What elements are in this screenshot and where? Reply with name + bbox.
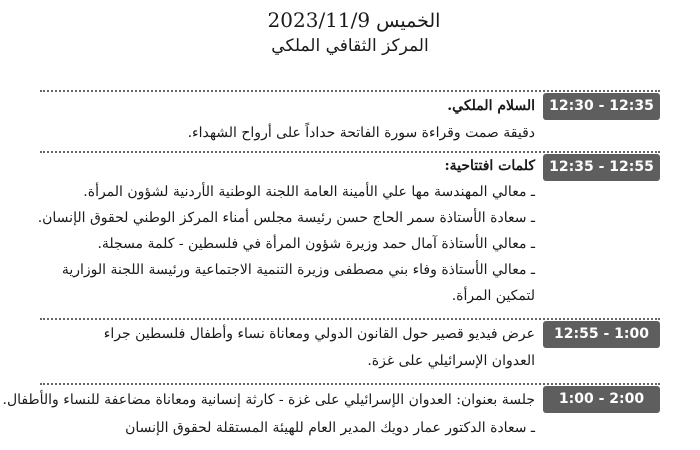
session-line: ـ سعادة الدكتور عمار دويك المدير العام للهيئة المستقلة لحقوق الإنسان <box>125 420 535 436</box>
section-divider <box>40 318 660 320</box>
session-line: العدوان الإسرائيلي على غزة. <box>367 353 535 369</box>
session-line: كلمات افتتاحية: <box>444 158 535 174</box>
event-date <box>0 8 700 32</box>
session-time-badge: 1:00 - 2:00 <box>543 386 660 413</box>
session-line: عرض فيديو قصير حول القانون الدولي ومعاناة نساء وأطفال فلسطين جراء <box>103 326 535 342</box>
section-divider <box>40 383 660 385</box>
session-line: جلسة بعنوان: العدوان الإسرائيلي على غزة - كارثة إنسانية ومعاناة مضاعفة للنساء والأطفال. <box>2 392 535 408</box>
session-line: ـ معالي الأستاذة آمال حمد وزيرة شؤون المرأة في فلسطين - كلمة مسجلة. <box>97 236 535 252</box>
session-line: ـ معالي الأستاذة وفاء بني مصطفى وزيرة التنمية الاجتماعية ورئيسة اللجنة الوزارية <box>61 262 535 278</box>
event-date-value: 2023/11/9 <box>267 8 371 32</box>
session-line: السلام الملكي. <box>447 98 535 114</box>
section-divider <box>40 151 660 153</box>
section-divider <box>40 90 660 92</box>
session-line: ـ معالي المهندسة مها علي الأمينة العامة اللجنة الوطنية الأردنية لشؤون المرأة. <box>83 184 535 200</box>
session-time-badge: 12:30 - 12:35 <box>543 93 660 120</box>
event-day: الخميس <box>376 10 441 32</box>
session-time-badge: 12:35 - 12:55 <box>543 154 660 181</box>
session-time-badge: 12:55 - 1:00 <box>543 321 660 348</box>
event-venue: المركز الثقافي الملكي <box>271 36 429 56</box>
session-line: دقيقة صمت وقراءة سورة الفاتحة حداداً على أرواح الشهداء. <box>187 125 535 141</box>
session-line: ـ سعادة الأستاذة سمر الحاج حسن رئيسة مجلس أمناء المركز الوطني لحقوق الإنسان. <box>37 210 535 226</box>
session-line: لتمكين المرأة. <box>451 288 535 304</box>
